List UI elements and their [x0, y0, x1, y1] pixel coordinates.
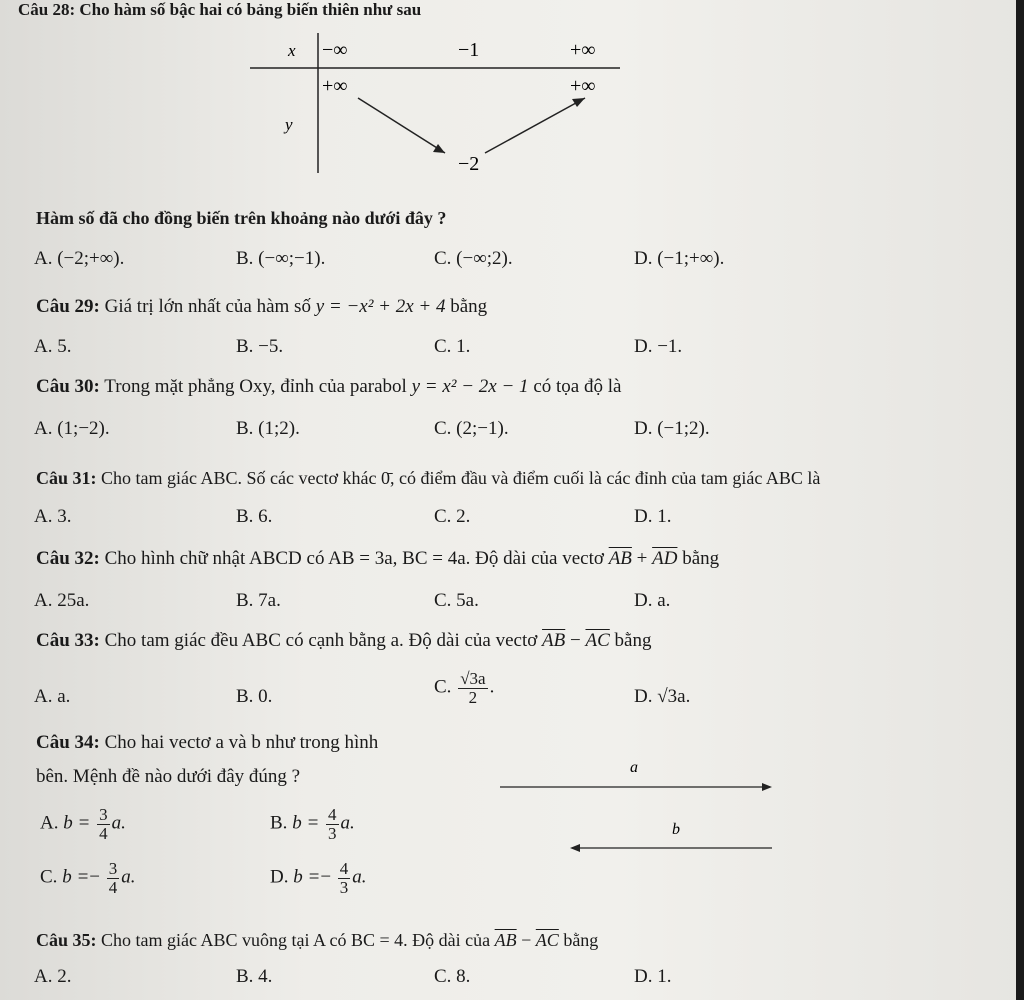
vector-b-label: b — [672, 821, 680, 838]
table-x-neg-inf: −∞ — [322, 39, 348, 61]
q34-header — [36, 732, 378, 754]
q34-option-c-sign: − — [89, 866, 100, 888]
q28-header — [18, 0, 421, 20]
table-y-right: +∞ — [570, 75, 596, 97]
q34-option-a-num: 3 — [99, 805, 108, 824]
increasing-arrow — [485, 98, 585, 153]
q32-header: Câu 32: Cho hình chữ nhật ABCD có AB = 3a, BC = 4a. Độ dài của vectơ $\overline{AB} + \overline{AD}$ bằng — [36, 548, 720, 569]
q30-title: Câu 30: — [36, 376, 100, 397]
q35-vector-ab: $\overline{AB}$ — [494, 930, 517, 950]
q34-option-c-num: 3 — [108, 859, 118, 878]
table-y-left: +∞ — [322, 75, 348, 97]
vector-figure — [490, 752, 790, 862]
q34-option-d-num: 4 — [339, 859, 349, 878]
q28-option-b[interactable]: B. (−∞;−1). — [236, 248, 326, 269]
table-x-minus-one: −1 — [458, 39, 480, 61]
q34-option-d-label: D. — [270, 866, 289, 888]
q34-text-line1: Cho hai vectơ a và b như trong hình — [104, 732, 379, 753]
q29-title: Câu 29: — [36, 296, 100, 317]
q31-option-a[interactable]: A. 3. — [34, 506, 72, 527]
q31-option-b[interactable]: B. 6. — [236, 506, 273, 527]
q32-option-d[interactable]: D. a. — [634, 590, 671, 611]
q31-option-d[interactable]: D. 1. — [634, 506, 672, 527]
table-x-label: x — [288, 41, 296, 60]
q30-header — [36, 376, 621, 398]
q34-option-a[interactable] — [40, 806, 126, 843]
q35-header: Câu 35: Cho tam giác ABC vuông tại A có BC = 4. Độ dài của $\overline{AB} - \overline{AC}$ bằng — [36, 930, 599, 950]
screen-edge — [1016, 0, 1024, 1000]
q28-option-a[interactable]: A. (−2;+∞). — [34, 248, 125, 269]
q33-title: Câu 33: — [36, 630, 100, 651]
q32-vector-ad: $\overline{AD}$ — [652, 548, 678, 569]
q31-text: Cho tam giác ABC. Số các vectơ khác 0̄, có điểm đầu và điểm cuối là các đỉnh của tam giác ABC là — [101, 468, 821, 488]
table-y-label: y — [285, 115, 293, 134]
q33-fraction-denominator: 2 — [468, 687, 478, 707]
q33-vector-ab: $\overline{AB}$ — [542, 630, 566, 651]
q33-option-c-label: C. — [434, 676, 452, 698]
q30-text: Trong mặt phẳng Oxy, đỉnh của parabol — [104, 376, 407, 397]
q28-option-d[interactable]: D. (−1;+∞). — [634, 248, 725, 269]
q33-option-d[interactable]: D. √3a. — [634, 686, 691, 707]
q29-option-a[interactable]: A. 5. — [34, 336, 72, 357]
q30-option-a[interactable]: A. (1;−2). — [34, 418, 110, 439]
q35-option-a[interactable]: A. 2. — [34, 966, 72, 987]
q30-option-d[interactable]: D. (−1;2). — [634, 418, 710, 439]
q29-text: Giá trị lớn nhất của hàm số — [104, 296, 311, 317]
q30-tail: có tọa độ là — [533, 376, 622, 397]
q33-option-c[interactable]: C. $\frac{√3a}{2}$ . — [434, 669, 495, 707]
q34-option-a-rhs: a. — [111, 812, 126, 834]
q30-option-b[interactable]: B. (1;2). — [236, 418, 300, 439]
q35-option-b[interactable]: B. 4. — [236, 966, 273, 987]
q34-option-b-lhs: b = — [292, 812, 320, 834]
q33-option-c-fraction — [458, 670, 487, 707]
q34-option-c-lhs: b = — [62, 866, 90, 888]
vector-a-label: a — [630, 759, 638, 776]
q34-option-d-den: 3 — [339, 877, 349, 897]
q34-option-d-lhs: b = — [293, 866, 321, 888]
q32-title: Câu 32: — [36, 548, 100, 569]
q34-option-d-rhs: a. — [352, 866, 367, 888]
q32-text: Cho hình chữ nhật ABCD có AB = 3a, BC = 4a. Độ dài của vectơ — [104, 548, 604, 569]
q29-option-d[interactable]: D. −1. — [634, 336, 683, 357]
q28-question-text: Hàm số đã cho đồng biến trên khoảng nào dưới đây ? — [36, 208, 447, 228]
q34-option-b-label: B. — [270, 812, 288, 834]
q33-vector-ac: $\overline{AC}$ — [585, 630, 610, 651]
q35-text: Cho tam giác ABC vuông tại A có BC = 4. Độ dài của — [101, 930, 491, 950]
q30-option-c[interactable]: C. (2;−1). — [434, 418, 509, 439]
q30-formula: y = x² − 2x − 1 — [411, 376, 529, 397]
q33-text: Cho tam giác đều ABC có cạnh bằng a. Độ dài của vectơ — [104, 630, 538, 651]
variation-table — [240, 28, 640, 188]
q35-title: Câu 35: — [36, 930, 97, 950]
q32-option-a[interactable]: A. 25a. — [34, 590, 90, 611]
q34-option-b-num: 4 — [328, 805, 337, 824]
q33-fraction-numerator: √3a — [460, 669, 486, 688]
q32-tail: bằng — [682, 548, 720, 569]
q34-option-d[interactable] — [270, 860, 367, 897]
q32-vector-ab: $\overline{AB}$ — [608, 548, 632, 569]
q34-text-line2: bên. Mệnh đề nào dưới đây đúng ? — [36, 766, 301, 787]
q33-option-a[interactable]: A. a. — [34, 686, 71, 707]
q34-option-a-den: 4 — [99, 823, 108, 843]
q29-tail: bằng — [450, 296, 488, 317]
q31-option-c[interactable]: C. 2. — [434, 506, 471, 527]
q35-tail: bằng — [563, 930, 599, 950]
q29-header — [36, 296, 487, 318]
q29-option-b[interactable]: B. −5. — [236, 336, 284, 357]
decreasing-arrow — [358, 98, 445, 153]
q34-option-c-den: 4 — [108, 877, 118, 897]
table-y-min: −2 — [458, 153, 480, 175]
q34-option-c-label: C. — [40, 866, 58, 888]
q29-formula: y = −x² + 2x + 4 — [315, 296, 446, 317]
q28-option-c[interactable]: C. (−∞;2). — [434, 248, 513, 269]
q29-option-c[interactable]: C. 1. — [434, 336, 471, 357]
q34-option-c[interactable] — [40, 860, 135, 897]
q34-option-a-label: A. — [40, 812, 59, 834]
q34-option-b[interactable] — [270, 806, 355, 843]
table-x-pos-inf: +∞ — [570, 39, 596, 61]
q34-option-b-den: 3 — [328, 823, 337, 843]
q33-tail: bằng — [614, 630, 652, 651]
q35-option-d[interactable]: D. 1. — [634, 966, 672, 987]
q35-vector-ac: $\overline{AC}$ — [535, 930, 559, 950]
q28-text: Cho hàm số bậc hai có bảng biến thiên như sau — [79, 0, 422, 19]
q31-header — [36, 468, 820, 489]
q33-option-b[interactable]: B. 0. — [236, 686, 273, 707]
q34-title: Câu 34: — [36, 732, 100, 753]
q28-question — [36, 208, 446, 229]
q34-option-d-sign: − — [320, 866, 332, 888]
q31-title: Câu 31: — [36, 468, 97, 488]
q34-option-c-rhs: a. — [121, 866, 136, 888]
q34-option-a-lhs: b = — [63, 812, 91, 834]
q35-option-c[interactable]: C. 8. — [434, 966, 471, 987]
q34-option-b-rhs: a. — [340, 812, 355, 834]
q32-option-c[interactable]: C. 5a. — [434, 590, 479, 611]
q28-title: Câu 28: — [18, 0, 76, 19]
q33-header: Câu 33: Cho tam giác đều ABC có cạnh bằng a. Độ dài của vectơ $\overline{AB} - \overline{AC}$ bằng — [36, 630, 652, 651]
q32-option-b[interactable]: B. 7a. — [236, 590, 281, 611]
